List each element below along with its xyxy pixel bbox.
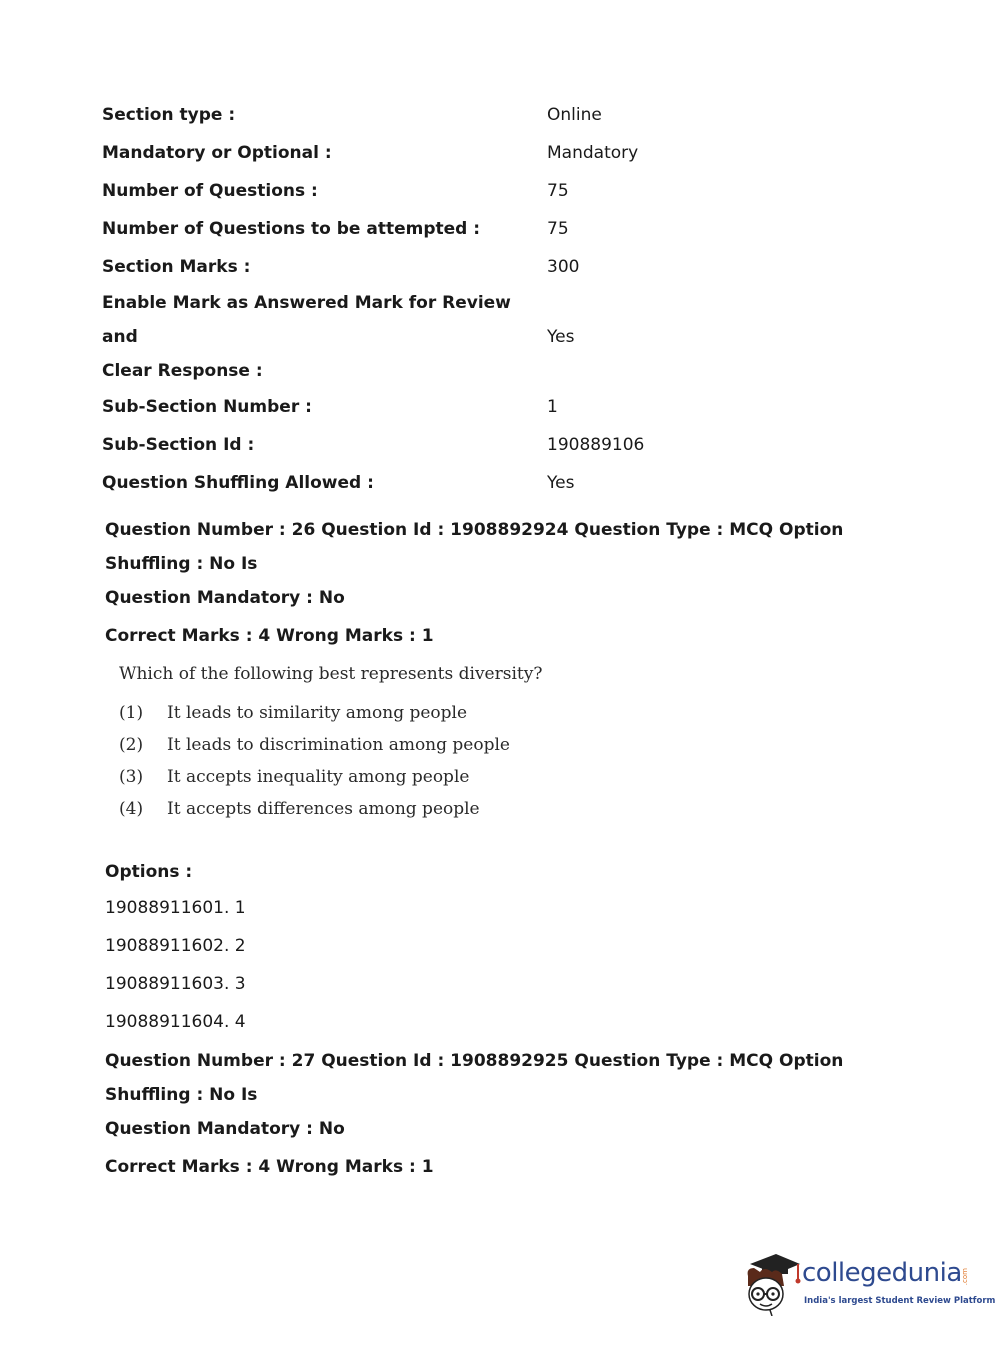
question-27 bbox=[105, 1044, 925, 1184]
info-value: Yes bbox=[547, 473, 575, 493]
choice-text: It accepts differences among people bbox=[167, 799, 480, 819]
question-choice bbox=[119, 697, 925, 729]
info-label: Number of Questions : bbox=[102, 181, 318, 201]
info-value: Mandatory bbox=[547, 143, 639, 163]
question-marks: Correct Marks : 4 Wrong Marks : 1 bbox=[105, 626, 434, 646]
info-label bbox=[102, 286, 547, 388]
info-label: Section Marks : bbox=[102, 257, 251, 277]
info-row-num-attempted bbox=[102, 210, 822, 248]
info-value: 1 bbox=[547, 397, 558, 417]
choice-number: (1) bbox=[119, 703, 144, 723]
choice-number: (4) bbox=[119, 799, 144, 819]
choice-number: (3) bbox=[119, 767, 144, 787]
option-line: 19088911604. 4 bbox=[105, 1012, 246, 1032]
question-header: Question Mandatory : No bbox=[105, 588, 345, 608]
question-26 bbox=[105, 513, 925, 1041]
info-row-subsection-id bbox=[102, 426, 822, 464]
question-stem: Which of the following best represents diversity? bbox=[119, 664, 543, 684]
logo-wordmark: collegedunia bbox=[802, 1258, 962, 1288]
info-label-line: Enable Mark as Answered Mark for Review and bbox=[102, 293, 511, 347]
question-marks: Correct Marks : 4 Wrong Marks : 1 bbox=[105, 1157, 434, 1177]
info-row-section-marks bbox=[102, 248, 822, 286]
info-row-shuffling bbox=[102, 464, 822, 502]
collegedunia-logo bbox=[742, 1250, 996, 1320]
options-title: Options : bbox=[105, 862, 193, 882]
choice-text: It leads to discrimination among people bbox=[167, 735, 510, 755]
question-choice bbox=[119, 729, 925, 761]
choice-number: (2) bbox=[119, 735, 144, 755]
info-value: 75 bbox=[547, 181, 569, 201]
mascot-icon bbox=[742, 1250, 802, 1316]
info-label: Sub-Section Number : bbox=[102, 397, 312, 417]
info-value: Online bbox=[547, 105, 602, 125]
info-label: Question Shuffling Allowed : bbox=[102, 473, 374, 493]
option-line: 19088911603. 3 bbox=[105, 974, 246, 994]
option-line: 19088911601. 1 bbox=[105, 898, 246, 918]
question-choice bbox=[119, 793, 925, 825]
info-label: Sub-Section Id : bbox=[102, 435, 255, 455]
choice-text: It leads to similarity among people bbox=[167, 703, 468, 723]
question-header: Question Number : 27 Question Id : 1908892925 Question Type : MCQ Option Shuffling : No Is bbox=[105, 1051, 844, 1105]
logo-com: .com bbox=[961, 1268, 969, 1286]
info-row-section-type bbox=[102, 96, 822, 134]
question-choice bbox=[119, 761, 925, 793]
question-header: Question Number : 26 Question Id : 1908892924 Question Type : MCQ Option Shuffling : No Is bbox=[105, 520, 844, 574]
info-row-mandatory bbox=[102, 134, 822, 172]
section-info-table bbox=[102, 96, 822, 502]
info-label: Mandatory or Optional : bbox=[102, 143, 332, 163]
option-line: 19088911602. 2 bbox=[105, 936, 246, 956]
info-row-num-questions bbox=[102, 172, 822, 210]
info-value: 75 bbox=[547, 219, 569, 239]
info-value: Yes bbox=[547, 327, 575, 347]
info-value: 190889106 bbox=[547, 435, 645, 455]
info-value: 300 bbox=[547, 257, 580, 277]
logo-tagline: India's largest Student Review Platform bbox=[804, 1296, 996, 1306]
question-body bbox=[119, 659, 925, 825]
info-label: Number of Questions to be attempted : bbox=[102, 219, 481, 239]
question-header: Question Mandatory : No bbox=[105, 1119, 345, 1139]
info-row-subsection-number bbox=[102, 388, 822, 426]
choice-text: It accepts inequality among people bbox=[167, 767, 470, 787]
info-row-enable-mark bbox=[102, 286, 822, 388]
info-label: Section type : bbox=[102, 105, 236, 125]
info-label-line: Clear Response : bbox=[102, 361, 263, 381]
